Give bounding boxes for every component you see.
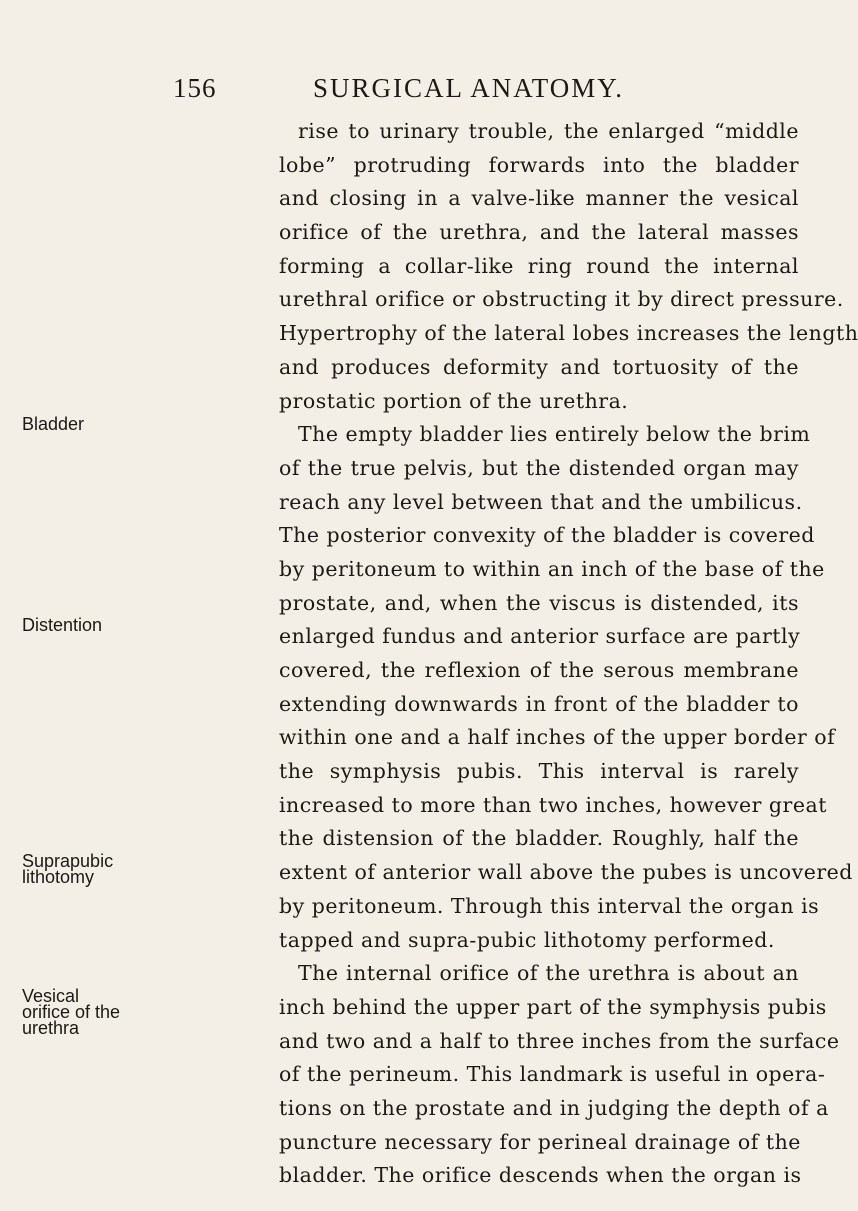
text-line: rise to urinary trouble, the enlarged “middle [298, 119, 799, 143]
body-text [279, 115, 858, 1193]
text-line: The internal orifice of the urethra is about an [298, 961, 799, 986]
side-note-distention: Distention [22, 615, 103, 635]
text-line: of the true pelvis, but the distended organ may [279, 455, 799, 480]
text-line: orifice of the urethra, and the lateral masses [279, 220, 799, 245]
side-note-suprapubic-lithotomy: Suprapubic lithotomy [22, 851, 114, 887]
text-line: and closing in a valve-like manner the vesical [279, 186, 799, 211]
text-line: enlarged fundus and anterior surface are partly [279, 624, 801, 649]
running-title: SURGICAL ANATOMY. [313, 73, 625, 103]
text-line: tapped and supra-pubic lithotomy performed. [279, 927, 775, 952]
text-line: by peritoneum to within an inch of the base of the [279, 556, 825, 581]
page-header [0, 73, 800, 113]
text-line: and produces deformity and tortuosity of the [279, 354, 799, 379]
text-line: extending downwards in front of the bladder to [279, 691, 799, 716]
text-line: and two and a half to three inches from the surface [279, 1028, 840, 1053]
text-line: prostate, and, when the viscus is distended, its [279, 590, 799, 615]
text-line: reach any level between that and the umbilicus. [279, 489, 803, 514]
text-line: increased to more than two inches, however great [279, 792, 827, 817]
text-line: the distension of the bladder. Roughly, half the [279, 826, 799, 851]
text-line: extent of anterior wall above the pubes is uncovered [279, 860, 853, 885]
text-line: tions on the prostate and in judging the depth of a [279, 1095, 829, 1120]
text-line: within one and a half inches of the upper border of [279, 725, 836, 750]
text-line: prostatic portion of the urethra. [279, 388, 629, 413]
text-line: The empty bladder lies entirely below the brim [298, 422, 811, 447]
text-line: of the perineum. This landmark is useful in opera- [279, 1062, 826, 1087]
text-line: the symphysis pubis. This interval is rarely [279, 759, 799, 784]
text-line: forming a collar-like ring round the internal [279, 253, 799, 278]
text-line: inch behind the upper part of the symphysis pubis [279, 994, 827, 1019]
side-note-vesical-orifice: Vesical orifice of the urethra [22, 986, 121, 1038]
side-note-bladder: Bladder [22, 414, 85, 434]
text-line: covered, the reflexion of the serous membrane [279, 658, 799, 682]
text-line: puncture necessary for perineal drainage of the [279, 1129, 801, 1154]
page-number: 156 [173, 73, 217, 103]
text-line: urethral orifice or obstructing it by direct pressure. [279, 287, 844, 312]
text-line: lobe” protruding forwards into the bladder [279, 152, 799, 177]
text-line: The posterior convexity of the bladder is covered [279, 523, 815, 548]
text-line: Hypertrophy of the lateral lobes increases the length [279, 321, 858, 346]
text-line: bladder. The orifice descends when the organ is [279, 1163, 802, 1188]
text-line: by peritoneum. Through this interval the organ is [279, 893, 820, 918]
